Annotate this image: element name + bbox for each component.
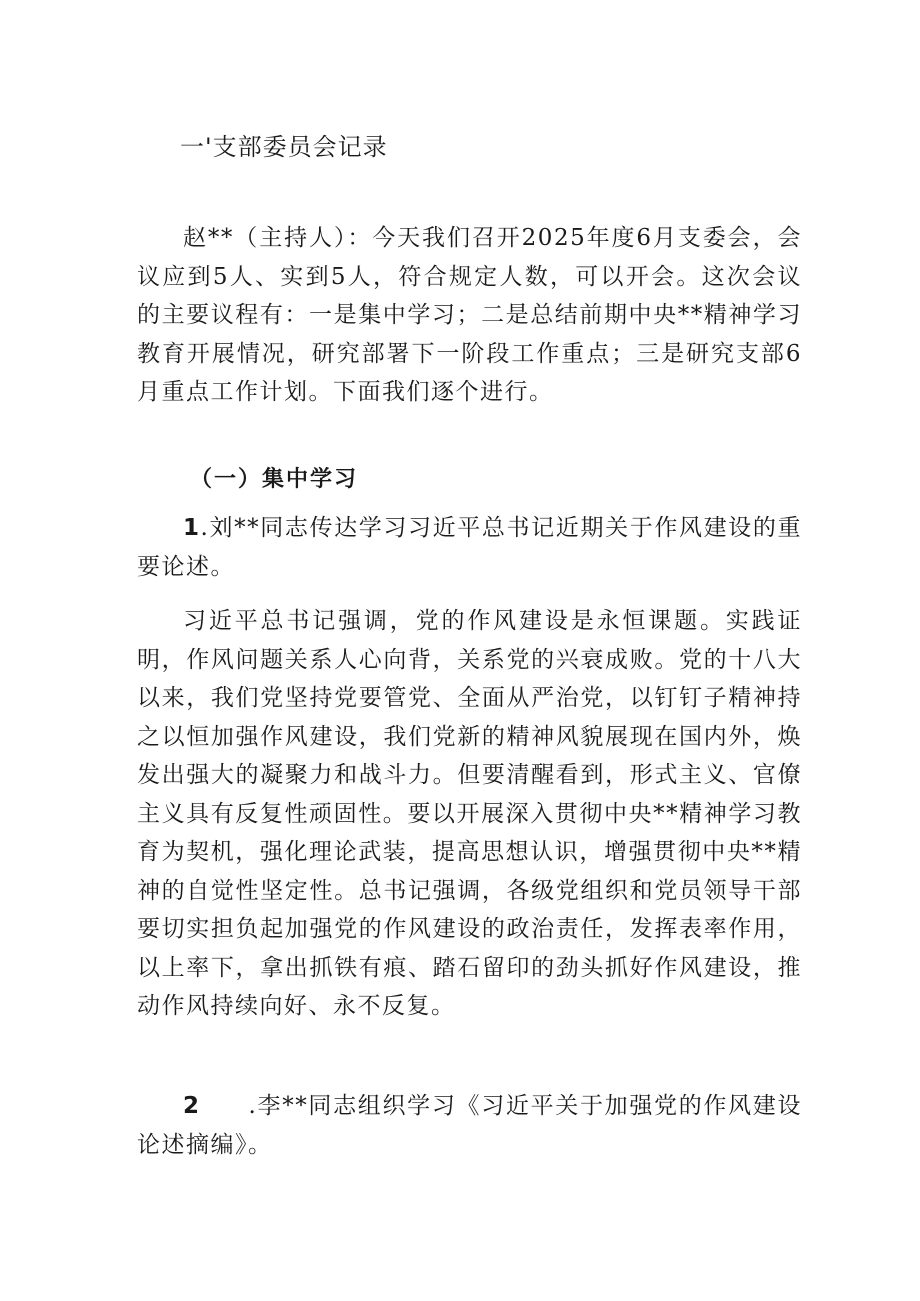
agenda-item-1 <box>137 509 802 586</box>
document-title: 一'支部委员会记录 <box>180 133 388 161</box>
agenda-item-2 <box>137 1087 802 1164</box>
section-heading-collective-study: （一）集中学习 <box>190 466 359 492</box>
intro-paragraph: 赵**（主持人）：今天我们召开2025年度6月支委会，会议应到5人、实到5人，符合规定人数，可以开会。这次会议的主要议程有：一是集中学习；二是总结前期中央**精神学习教育开展情况，研究部署下一阶段工作重点；三是研究支部6月重点工作计划。下面我们逐个进行。 <box>137 225 802 405</box>
item-2-text: .李**同志组织学习《习近平关于加强党的作风建设论述摘编》。 <box>137 1093 802 1158</box>
quote-paragraph: 习近平总书记强调，党的作风建设是永恒课题。实践证明，作风问题关系人心向背，关系党的兴衰成败。党的十八大以来，我们党坚持党要管党、全面从严治党，以钉钉子精神持之以恒加强作风建设，我们党新的精神风貌展现在国内外，焕发出强大的凝聚力和战斗力。但要清醒看到，形式主义、官僚主义具有反复性顽固性。要以开展深入贯彻中央**精神学习教育为契机，强化理论武装，提高思想认识，增强贯彻中央**精神的自觉性坚定性。总书记强调，各级党组织和党员领导干部要切实担负起加强党的作风建设的政治责任，发挥表率作用，以上率下，拿出抓铁有痕、踏石留印的劲头抓好作风建设，推动作风持续向好、永不反复。 <box>137 608 802 1019</box>
item-2-number: 2 <box>183 1093 201 1119</box>
item-1-text: .刘**同志传达学习习近平总书记近期关于作风建设的重要论述。 <box>137 515 802 580</box>
item-1-number: 1 <box>183 515 201 541</box>
